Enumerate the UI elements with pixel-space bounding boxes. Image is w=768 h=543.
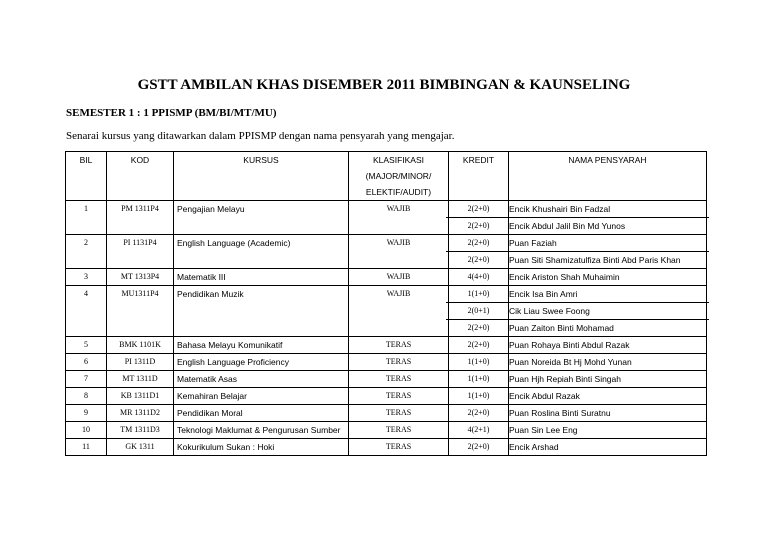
cell-kod: MT 1313P4 xyxy=(107,269,174,286)
lecturer-name: Encik Abdul Jalil Bin Md Yunos xyxy=(506,217,709,234)
header-bil: BIL xyxy=(66,152,107,201)
cell-nama-pensyarah xyxy=(509,388,707,405)
kredit-value: 2(2+0) xyxy=(467,442,490,451)
cell-kredit xyxy=(449,286,509,337)
table-row xyxy=(66,337,707,354)
lecturer-name: Puan Sin Lee Eng xyxy=(509,425,578,435)
cell-kredit xyxy=(449,235,509,269)
header-klasifikasi-line-2: (MAJOR/MINOR/ xyxy=(365,171,432,181)
cell-kursus: Matematik Asas xyxy=(174,371,349,388)
table-row xyxy=(66,269,707,286)
header-nama: NAMA PENSYARAH xyxy=(509,152,707,201)
kredit-value: 2(2+0) xyxy=(467,408,490,417)
cell-kredit xyxy=(449,388,509,405)
cell-bil: 3 xyxy=(66,269,107,286)
cell-klasifikasi: WAJIB xyxy=(349,201,449,235)
cell-kursus: Bahasa Melayu Komunikatif xyxy=(174,337,349,354)
lecturer-name: Puan Zaiton Binti Mohamad xyxy=(506,319,709,336)
cell-kredit xyxy=(449,371,509,388)
cell-kursus: Pendidikan Moral xyxy=(174,405,349,422)
lecturer-name: Puan Roslina Binti Suratnu xyxy=(509,408,611,418)
cell-kod: MU1311P4 xyxy=(107,286,174,337)
kredit-value: 1(1+0) xyxy=(467,391,490,400)
cell-kod: PI 1131P4 xyxy=(107,235,174,269)
table-row xyxy=(66,388,707,405)
kredit-value: 1(1+0) xyxy=(467,289,490,298)
cell-klasifikasi: TERAS xyxy=(349,405,449,422)
cell-kredit xyxy=(449,337,509,354)
cell-nama-pensyarah xyxy=(509,371,707,388)
cell-bil: 6 xyxy=(66,354,107,371)
cell-bil: 4 xyxy=(66,286,107,337)
cell-nama-pensyarah xyxy=(509,422,707,439)
table-row xyxy=(66,286,707,337)
cell-kod: MR 1311D2 xyxy=(107,405,174,422)
lecturer-name: Puan Faziah xyxy=(509,238,557,248)
header-kursus: KURSUS xyxy=(174,152,349,201)
header-kod: KOD xyxy=(107,152,174,201)
cell-klasifikasi: TERAS xyxy=(349,422,449,439)
cell-kursus: Matematik III xyxy=(174,269,349,286)
course-table xyxy=(65,151,707,456)
cell-nama-pensyarah xyxy=(509,337,707,354)
cell-kod: GK 1311 xyxy=(107,439,174,456)
cell-nama-pensyarah xyxy=(509,269,707,286)
kredit-value: 2(2+0) xyxy=(467,238,490,247)
table-header-row xyxy=(66,152,707,201)
kredit-value: 2(2+0) xyxy=(446,319,511,336)
table-row xyxy=(66,371,707,388)
cell-kursus: English Language (Academic) xyxy=(174,235,349,269)
cell-bil: 11 xyxy=(66,439,107,456)
cell-kredit xyxy=(449,422,509,439)
cell-bil: 1 xyxy=(66,201,107,235)
cell-klasifikasi: TERAS xyxy=(349,354,449,371)
cell-klasifikasi: TERAS xyxy=(349,439,449,456)
cell-bil: 5 xyxy=(66,337,107,354)
cell-kursus: Teknologi Maklumat & Pengurusan Sumber xyxy=(174,422,349,439)
lecturer-name: Encik Abdul Razak xyxy=(509,391,580,401)
kredit-value: 2(2+0) xyxy=(467,204,490,213)
lecturer-name: Cik Liau Swee Foong xyxy=(506,302,709,319)
page-title: GSTT AMBILAN KHAS DISEMBER 2011 BIMBINGAN & KAUNSELING xyxy=(137,77,631,93)
cell-klasifikasi: TERAS xyxy=(349,337,449,354)
table-row xyxy=(66,422,707,439)
cell-nama-pensyarah xyxy=(509,405,707,422)
cell-bil: 9 xyxy=(66,405,107,422)
header-klasifikasi xyxy=(349,152,449,201)
cell-nama-pensyarah xyxy=(509,439,707,456)
lecturer-name: Encik Arshad xyxy=(509,442,559,452)
cell-kredit xyxy=(449,439,509,456)
cell-kredit xyxy=(449,354,509,371)
lecturer-name: Puan Rohaya Binti Abdul Razak xyxy=(509,340,630,350)
cell-klasifikasi: WAJIB xyxy=(349,286,449,337)
lecturer-name: Puan Siti Shamizatulfiza Binti Abd Paris Khan xyxy=(506,251,709,268)
cell-bil: 2 xyxy=(66,235,107,269)
cell-klasifikasi: TERAS xyxy=(349,388,449,405)
cell-kod: TM 1311D3 xyxy=(107,422,174,439)
lecturer-name: Puan Noreida Bt Hj Mohd Yunan xyxy=(509,357,632,367)
header-kredit: KREDIT xyxy=(449,152,509,201)
cell-klasifikasi: TERAS xyxy=(349,371,449,388)
semester-heading: SEMESTER 1 : 1 PPISMP (BM/BI/MT/MU) xyxy=(66,107,277,119)
kredit-value: 2(0+1) xyxy=(446,302,511,319)
kredit-value: 1(1+0) xyxy=(467,374,490,383)
table-row xyxy=(66,201,707,235)
cell-kursus: English Language Proficiency xyxy=(174,354,349,371)
cell-nama-pensyarah xyxy=(509,354,707,371)
lecturer-name: Puan Hjh Repiah Binti Singah xyxy=(509,374,621,384)
kredit-value: 2(2+0) xyxy=(467,340,490,349)
cell-kursus: Kokurikulum Sukan : Hoki xyxy=(174,439,349,456)
cell-kursus: Pengajian Melayu xyxy=(174,201,349,235)
cell-klasifikasi: WAJIB xyxy=(349,269,449,286)
cell-kod: MT 1311D xyxy=(107,371,174,388)
cell-kursus: Kemahiran Belajar xyxy=(174,388,349,405)
lecturer-name: Encik Khushairi Bin Fadzal xyxy=(509,204,611,214)
lecturer-name: Encik Ariston Shah Muhaimin xyxy=(509,272,620,282)
table-row xyxy=(66,405,707,422)
cell-kod: BMK 1101K xyxy=(107,337,174,354)
cell-bil: 10 xyxy=(66,422,107,439)
cell-kredit xyxy=(449,201,509,235)
cell-kredit xyxy=(449,405,509,422)
kredit-value: 4(2+1) xyxy=(467,425,490,434)
cell-kod: PM 1311P4 xyxy=(107,201,174,235)
cell-kursus: Pendidikan Muzik xyxy=(174,286,349,337)
cell-kredit xyxy=(449,269,509,286)
kredit-value: 4(4+0) xyxy=(467,272,490,281)
lecturer-name: Encik Isa Bin Amri xyxy=(509,289,578,299)
table-body xyxy=(66,201,707,456)
table-row xyxy=(66,235,707,269)
cell-klasifikasi: WAJIB xyxy=(349,235,449,269)
cell-nama-pensyarah xyxy=(509,286,707,337)
cell-bil: 7 xyxy=(66,371,107,388)
header-klasifikasi-line-3: ELEKTIF/AUDIT) xyxy=(365,187,432,197)
kredit-value: 1(1+0) xyxy=(467,357,490,366)
header-klasifikasi-line-1: KLASIFIKASI xyxy=(372,155,425,165)
cell-bil: 8 xyxy=(66,388,107,405)
cell-nama-pensyarah xyxy=(509,235,707,269)
kredit-value: 2(2+0) xyxy=(446,251,511,268)
table-row xyxy=(66,439,707,456)
kredit-value: 2(2+0) xyxy=(446,217,511,234)
cell-nama-pensyarah xyxy=(509,201,707,235)
cell-kod: PI 1311D xyxy=(107,354,174,371)
cell-kod: KB 1311D1 xyxy=(107,388,174,405)
table-row xyxy=(66,354,707,371)
intro-text: Senarai kursus yang ditawarkan dalam PPISMP dengan nama pensyarah yang mengajar. xyxy=(66,130,455,142)
